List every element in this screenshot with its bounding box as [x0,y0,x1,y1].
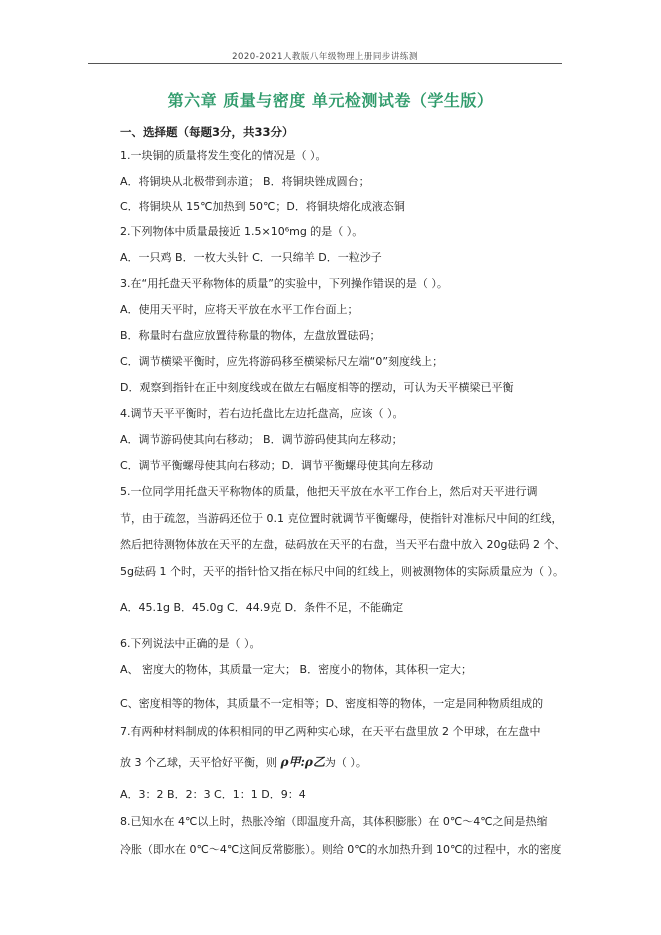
q2-options: A．一只鸡 B．一枚大头针 C．一只绵羊 D．一粒沙子 [120,251,382,264]
q8-line-2: 冷胀（即水在 0℃～4℃这间反常膨胀）。则给 0℃的水加热升到 10℃的过程中，水的密度 [120,843,562,856]
q3-option-b: B．称量时右盘应放置待称量的物体，左盘放置砝码； [120,329,381,342]
q6-options-cd: C、密度相等的物体，其质量不一定相等；D、密度相等的物体，一定是同种物质组成的 [120,697,544,710]
q4-options-ab: A．调节游码使其向右移动； B．调节游码使其向左移动； [120,433,403,446]
q6-options-ab: A、 密度大的物体，其质量一定大； B．密度小的物体，其体积一定大； [120,663,473,676]
q7-line-1: 7.有两种材料制成的体积相同的甲乙两种实心球，在天平右盘里放 2 个甲球，在左盘中 [120,725,541,738]
q5-line-3: 然后把待测物体放在天平的左盘，砝码放在天平的右盘，当天平右盘中放入 20g砝码 2 个、 [120,538,566,551]
q5-options: A．45.1g B．45.0g C．44.9克 D．条件不足，不能确定 [120,601,404,614]
running-header: 2020-2021人教版八年级物理上册同步讲练测 [232,52,418,62]
page-title: 第六章 质量与密度 单元检测试卷（学生版） [167,91,494,110]
q5-line-4: 5g砝码 1 个时，天平的指针恰又指在标尺中间的红线上，则被测物体的实际质量应为（ ）。 [120,565,564,578]
q1-options-cd: C．将铜块从 15℃加热到 50℃；D．将铜块熔化成液态铜 [120,200,405,213]
q2-stem: 2.下列物体中质量最接近 1.5×10⁶mg 的是（ ）。 [120,225,364,238]
q3-option-c: C．调节横梁平衡时，应先将游码移至横梁标尺左端“0”刻度线上； [120,355,444,368]
q1-options-ab: A．将铜块从北极带到赤道； B．将铜块锉成圆台； [120,175,370,188]
section-heading: 一、选择题（每题3分，共33分） [120,125,294,139]
density-ratio-symbol: ρ甲:ρ乙 [280,755,325,769]
q5-line-2: 节，由于疏忽，当游码还位于 0.1 克位置时就调节平衡螺母，使指针对准标尺中间的红线， [120,512,563,525]
q7-line-2 [120,755,367,770]
q4-stem: 4.调节天平平衡时，若右边托盘比左边托盘高，应该（ ）。 [120,407,404,420]
q5-line-1: 5.一位同学用托盘天平称物体的质量，他把天平放在水平工作台上，然后对天平进行调 [120,485,538,498]
q7-line-2-prefix: 放 3 个乙球，天平恰好平衡，则 [120,756,281,769]
q7-options: A．3：2 B．2：3 C．1：1 D．9：4 [120,788,306,801]
q3-option-d: D．观察到指针在正中刻度线或在做左右幅度相等的摆动，可认为天平横梁已平衡 [120,381,514,394]
q1-stem: 1.一块铜的质量将发生变化的情况是（ ）。 [120,149,327,162]
q4-options-cd: C．调节平衡螺母使其向右移动；D．调节平衡螺母使其向左移动 [120,459,434,472]
q3-stem: 3.在“用托盘天平称物体的质量”的实验中，下列操作错误的是（ ）。 [120,277,448,290]
q8-line-1: 8.已知水在 4℃以上时，热胀冷缩（即温度升高，其体积膨胀）在 0℃～4℃之间是热缩 [120,815,548,828]
q7-line-2-suffix: 为（ ）。 [324,756,367,769]
q3-option-a: A．使用天平时，应将天平放在水平工作台面上； [120,303,359,316]
q6-stem: 6.下列说法中正确的是（ ）。 [120,637,261,650]
header-divider [88,63,562,64]
